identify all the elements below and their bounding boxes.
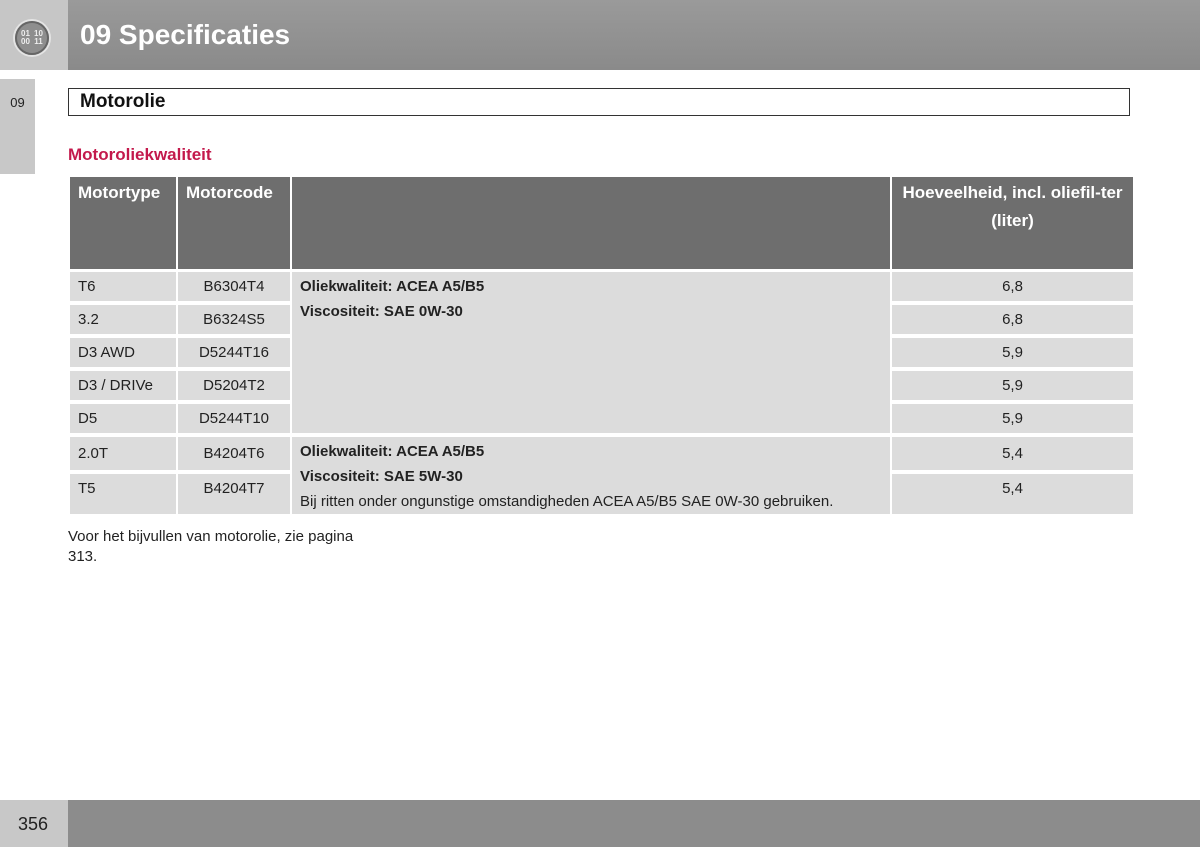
header-icon-area [0,0,68,70]
cell-quantity: 5,4 [892,474,1133,518]
adverse-conditions-note: Bij ritten onder ongunstige omstandigheden ACEA A5/B5 SAE 0W-30 gebruiken. [300,493,834,510]
viscosity-label: Viscositeit: SAE 5W-30 [300,468,463,485]
footer-bar [0,800,1200,847]
chapter-dial-icon [15,21,49,55]
cell-motortype: D3 / DRIVe [70,371,176,404]
cell-motortype: D5 [70,404,176,437]
icon-digit: 00 [21,37,30,46]
section-title: Motorolie [80,91,166,112]
chapter-side-tab [0,79,35,174]
oil-spec-table [68,177,1135,518]
icon-digit: 10 [34,29,43,38]
cell-motorcode: B4204T6 [178,437,290,474]
cell-motortype: 2.0T [70,437,176,474]
header-motorcode: Motorcode [178,177,290,272]
cell-motortype: D3 AWD [70,338,176,371]
oil-quality-label: Oliekwaliteit: ACEA A5/B5 [300,278,485,295]
cell-oil-quality-group1 [292,272,890,437]
cell-quantity: 5,9 [892,404,1133,437]
header-quality [292,177,890,272]
cell-motorcode: B6304T4 [178,272,290,305]
cell-oil-quality-group2 [292,437,890,518]
header-quantity-label: Hoeveelheid, incl. oliefil-ter [902,183,1123,202]
cell-quantity: 5,9 [892,338,1133,371]
table-row [70,272,1133,305]
icon-digit: 01 [21,29,30,38]
cell-motorcode: D5244T16 [178,338,290,371]
header-quantity-unit: (liter) [991,211,1034,230]
oil-quality-label: Oliekwaliteit: ACEA A5/B5 [300,443,485,460]
page-number: 356 [17,814,49,834]
cell-motorcode: D5244T10 [178,404,290,437]
table-row [70,437,1133,474]
subsection-title: Motoroliekwaliteit [68,145,212,164]
cell-motorcode: B6324S5 [178,305,290,338]
cell-motortype: 3.2 [70,305,176,338]
cell-motortype: T5 [70,474,176,518]
chapter-side-tab-label: 09 [10,95,25,110]
refill-reference-note: Voor het bijvullen van motorolie, zie pagina 313. [68,528,354,565]
header-motortype: Motortype [70,177,176,272]
chapter-title: 09 Specificaties [80,19,291,50]
table-header-row [70,177,1133,272]
cell-motortype: T6 [70,272,176,305]
section-heading-box [68,88,1130,116]
cell-motorcode: D5204T2 [178,371,290,404]
cell-quantity: 5,4 [892,437,1133,474]
cell-motorcode: B4204T7 [178,474,290,518]
cell-quantity: 6,8 [892,272,1133,305]
viscosity-label: Viscositeit: SAE 0W-30 [300,303,463,320]
header-quantity [892,177,1133,272]
cell-quantity: 6,8 [892,305,1133,338]
cell-quantity: 5,9 [892,371,1133,404]
icon-digit: 11 [34,37,43,46]
